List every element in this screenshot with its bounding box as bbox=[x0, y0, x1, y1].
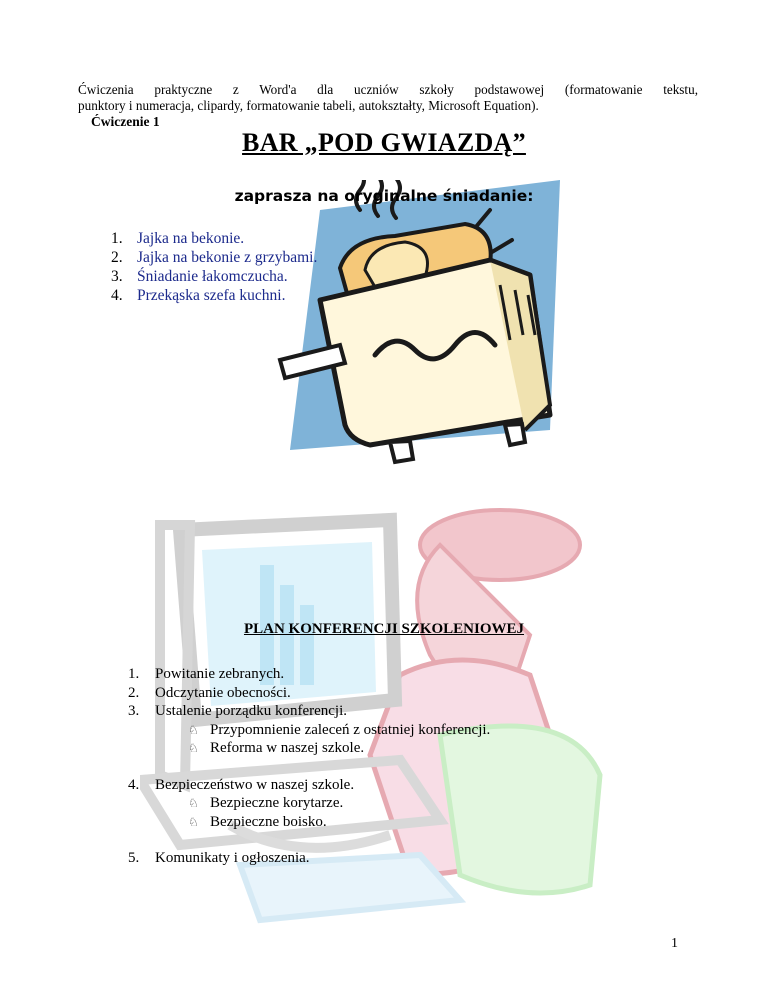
list-item: 4. Bezpieczeństwo w naszej szkole. bbox=[128, 776, 355, 793]
list-item: 3. Ustalenie porządku konferencji. bbox=[128, 703, 348, 719]
plan-title: PLAN KONFERENCJI SZKOLENIOWEJ bbox=[243, 621, 525, 637]
knight-bullet-icon: ♘ bbox=[188, 741, 199, 755]
breakfast-menu-list bbox=[111, 229, 317, 305]
bar-title: BAR „POD GWIAZDĄ” bbox=[242, 128, 526, 157]
invite-text: zaprasza na oryginalne śniadanie: bbox=[234, 187, 534, 205]
list-item: 3. Śniadanie łakomczucha. bbox=[111, 268, 288, 285]
intro-line-1: Ćwiczenia praktyczne z Word'a dla uczniów szkoły podstawowej (formatowanie tekstu, bbox=[78, 82, 698, 97]
conference-plan-list bbox=[128, 665, 490, 868]
page-number: 1 bbox=[671, 936, 678, 951]
intro-paragraph bbox=[78, 82, 698, 114]
sub-list-item: ♘ Reforma w naszej szkole. bbox=[188, 740, 365, 756]
list-item: 5. Komunikaty i ogłoszenia. bbox=[128, 850, 310, 866]
list-item: 1. Powitanie zebranych. bbox=[128, 666, 285, 682]
knight-bullet-icon: ♘ bbox=[188, 722, 199, 737]
sub-list-item: ♘ Przypomnienie zaleceń z ostatniej konferencji. bbox=[188, 721, 491, 738]
sub-list-item: ♘ Bezpieczne korytarze. bbox=[188, 795, 344, 811]
list-item: 2. Odczytanie obecności. bbox=[128, 684, 291, 701]
list-item: 2. Jajka na bekonie z grzybami. bbox=[111, 249, 318, 266]
sub-list-item: ♘ Bezpieczne boisko. bbox=[188, 813, 327, 830]
knight-bullet-icon: ♘ bbox=[188, 796, 199, 810]
toaster-clipart bbox=[250, 180, 590, 470]
list-item: 1. Jajka na bekonie. bbox=[111, 230, 245, 247]
intro-line-2: punktory i numeracja, clipardy, formatowanie tabeli, autokształty, Microsoft Equation). bbox=[78, 98, 539, 113]
knight-bullet-icon: ♘ bbox=[188, 814, 199, 829]
list-item: 4. Przekąska szefa kuchni. bbox=[111, 287, 286, 304]
exercise-label: Ćwiczenie 1 bbox=[91, 114, 160, 129]
